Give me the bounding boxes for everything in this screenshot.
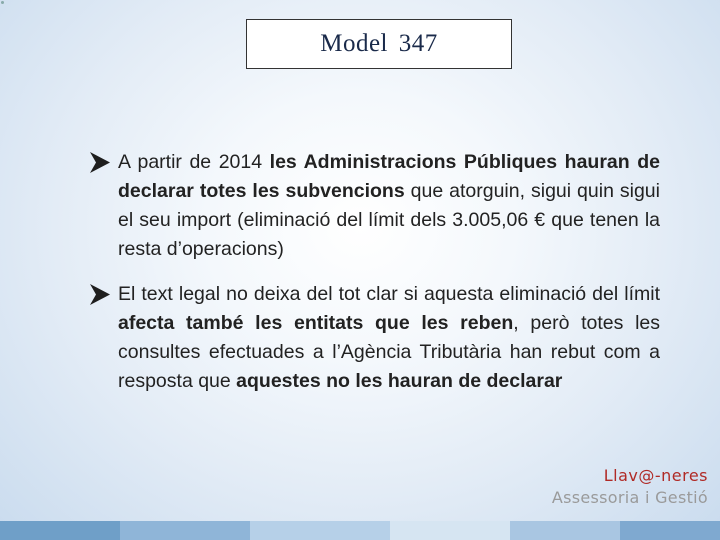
bullet-1-segment-2: les Administracions Públiques hauran de declarar totes les subvencions (118, 151, 660, 202)
slide-title: Model 347 (320, 30, 438, 57)
bullet-1-segment-1: A partir de 2014 (118, 151, 270, 173)
footer-color-strip (0, 521, 720, 540)
footer-strip-segment (250, 521, 390, 540)
bullet-2-segment-4: aquestes no les hauran de declarar (236, 370, 563, 392)
bullet-item-1 (88, 148, 660, 264)
bullet-2-segment-3: , però totes les consultes efectuades a l’Agència Tributària han rebut com a resposta que (118, 312, 661, 392)
bullet-2-segment-1: El text legal no deixa del tot clar si aquesta eliminació del límit (118, 283, 660, 305)
logo-tagline: Assessoria i Gestió (551, 488, 708, 507)
arrow-bullet-icon (88, 280, 114, 309)
footer-strip-segment (510, 521, 620, 540)
logo-name: Llav@-neres (603, 466, 708, 485)
arrow-bullet-icon (88, 148, 114, 177)
corner-mark (1, 1, 4, 4)
footer-strip-segment (0, 521, 120, 540)
title-box (246, 19, 512, 69)
footer-strip-segment (390, 521, 510, 540)
bullet-2-segment-2: afecta també les entitats que les reben (118, 312, 514, 334)
footer-strip-segment (620, 521, 720, 540)
bullet-item-2 (88, 280, 660, 396)
bullet-text-1 (118, 151, 660, 260)
bullet-1-segment-3: que atorguin, sigui quin sigui el seu import (eliminació del límit dels 3.005,06 € que tenen la resta d’operacions) (118, 180, 660, 260)
bullet-list (88, 148, 660, 396)
footer-strip-segment (120, 521, 250, 540)
bullet-text-2 (118, 283, 660, 392)
company-logo (552, 466, 708, 507)
